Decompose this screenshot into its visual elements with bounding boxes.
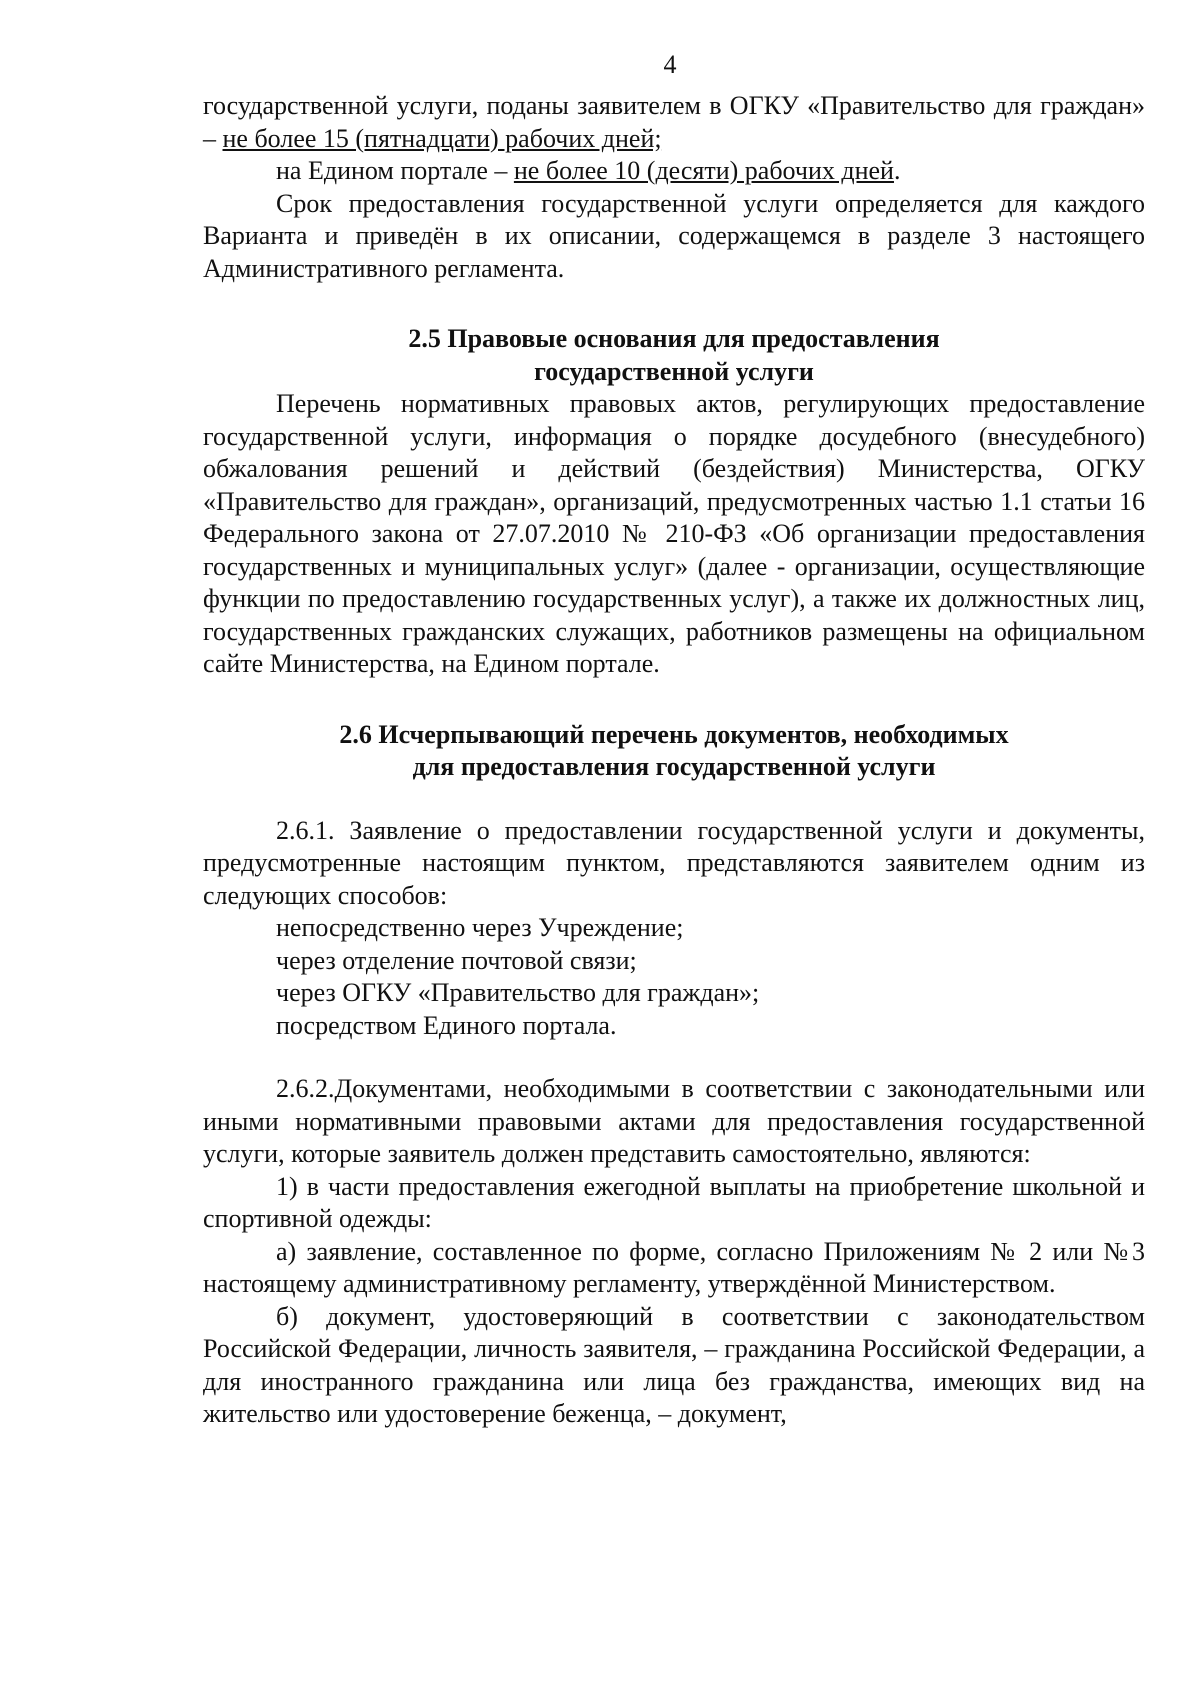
section-2-5-title — [203, 323, 1145, 388]
list-item-1: 1) в части предоставления ежегодной выплаты на приобретение школьной и спортивной одежды: — [203, 1171, 1145, 1233]
submission-way: через ОГКУ «Правительство для граждан»; — [276, 978, 760, 1007]
deadline-portal-lead: на Едином портале – — [276, 156, 508, 185]
paragraph-deadline-portal — [203, 155, 1145, 188]
paragraph-deadline-ogku — [203, 90, 1145, 155]
list-item-a: а) заявление, составленное по форме, согласно Приложениям № 2 или №3 настоящему административному регламенту, утверждённой Министерством. — [203, 1236, 1145, 1298]
deadline-ogku-value: не более 15 (пятнадцати) рабочих дней; — [222, 123, 662, 153]
paragraph-2-6-2: 2.6.2.Документами, необходимыми в соответствии с законодательными или иными нормативными правовыми актами для предоставления государственной услуги, которые заявитель должен представить самостоятельно, являются: — [203, 1074, 1145, 1168]
section-2-6-title — [203, 719, 1145, 784]
document-body — [203, 90, 1145, 1431]
paragraph-term-variants: Срок предоставления государственной услуги определяется для каждого Варианта и приведён в их описании, содержащемся в разделе 3 настоящего Административного регламента. — [203, 188, 1145, 283]
deadline-portal-end: . — [893, 156, 901, 185]
section-2-5-title-line2: государственной услуги — [534, 356, 814, 386]
submission-way: непосредственно через Учреждение; — [276, 913, 684, 942]
deadline-ogku-lead: государственной услуги, поданы заявителем в ОГКУ «Правительство для граждан» – — [203, 91, 1145, 153]
deadline-portal-value: не более 10 (десяти) рабочих дней — [513, 156, 894, 185]
section-2-5-body: Перечень нормативных правовых актов, регулирующих предоставление государственной услуги, информация о порядке досудебного (внесудебного) обжалования решений и действий (бездействия) Министерства, ОГКУ «Правительство для граждан», организаций, предусмотренных частью 1.1 статьи 16 Федерального закона от 27.07.2010 № 210-ФЗ «Об организации предоставления государственных и муниципальных услуг» (далее - организации, осуществляющие функции по предоставлению государственных услуг), а также их должностных лиц, государственных гражданских служащих, работников размещены на официальном сайте Министерства, на Едином портале. — [203, 389, 1145, 678]
section-2-5-title-line1: 2.5 Правовые основания для предоставления — [408, 324, 940, 353]
section-2-6-title-line1: 2.6 Исчерпывающий перечень документов, необходимых — [339, 719, 1009, 749]
section-2-6-title-line2: для предоставления государственной услуги — [412, 752, 936, 781]
page-number: 4 — [663, 50, 677, 79]
paragraph-2-6-1: 2.6.1. Заявление о предоставлении государственной услуги и документы, предусмотренные настоящим пунктом, представляются заявителем одним из следующих способов: — [203, 815, 1145, 910]
submission-way: посредством Единого портала. — [276, 1010, 617, 1040]
list-item-b: б) документ, удостоверяющий в соответствии с законодательством Российской Федерации, личность заявителя, – гражданина Российской Федерации, а для иностранного гражданина или лица без гражданства, имеющих вид на жительство или удостоверение беженца, – документ, — [203, 1301, 1145, 1428]
submission-way: через отделение почтовой связи; — [276, 945, 637, 975]
